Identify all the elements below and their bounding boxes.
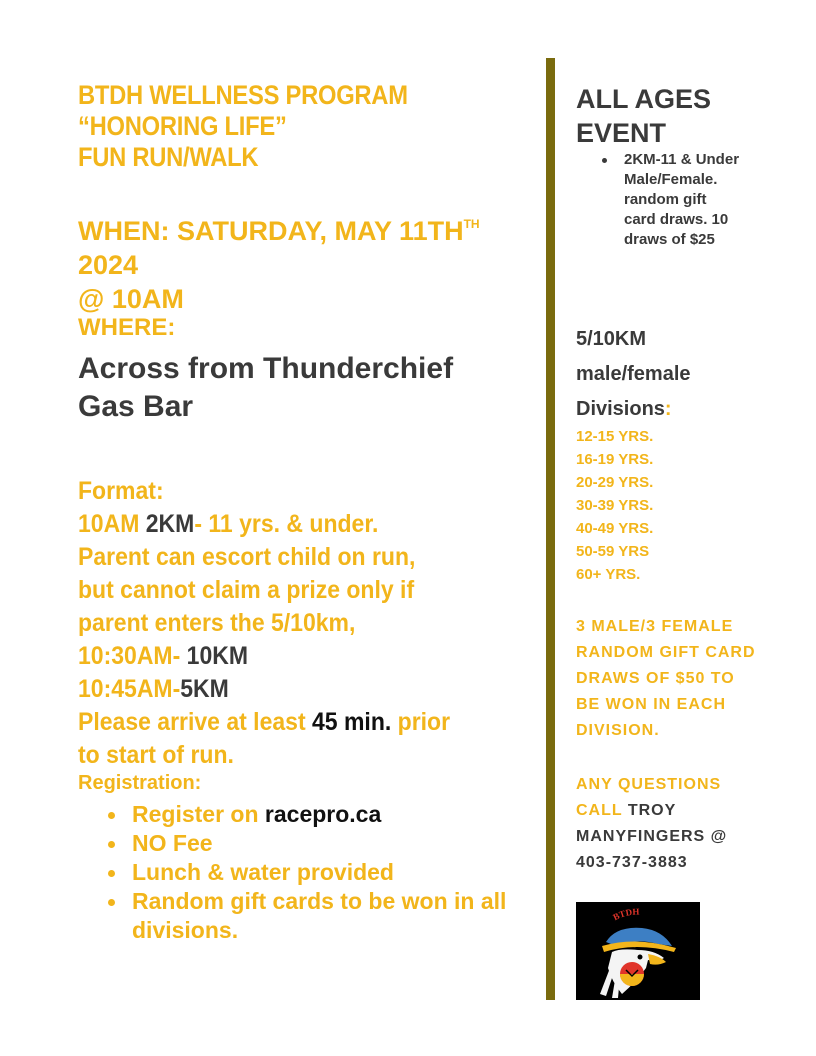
gift-card-draws: 3 MALE/3 FEMALE RANDOM GIFT CARD DRAWS OF $50 TO BE WON IN EACH DIVISION. [576,618,756,739]
bullet-icon [108,812,115,819]
format-note-3: parent enters the 5/10km, [78,609,356,637]
list-item: 16-19 YRS. [576,451,654,468]
fee-text: NO Fee [132,830,213,856]
all-ages-heading [576,82,776,150]
where-location [78,350,518,426]
where-label: WHERE: [78,314,176,341]
where-line-1: Across from Thunderchief [78,352,454,385]
divisions-colon: : [664,398,672,420]
bullet-icon [108,870,115,877]
divisions-distance: 5/10KM [576,328,647,350]
racepro-link[interactable]: racepro.ca [264,801,382,827]
when-block [78,207,538,316]
list-item: 12-15 YRS. [576,428,654,445]
format-2km [78,508,501,541]
eagle-logo-icon [576,902,700,1000]
divisions-gender: male/female [576,363,691,385]
contact-name-phone: TROY MANYFINGERS @ 403-737-3883 [576,802,728,871]
column-divider [546,58,555,1000]
age-divisions-list [576,425,776,586]
arrival-minutes: 45 min. [312,708,392,736]
registration-list [104,800,524,945]
format-10km-distance: 10KM [186,642,248,670]
event-title-block [78,80,518,173]
where-line-2: Gas Bar [78,390,194,423]
format-5km-distance: 5KM [180,675,229,703]
questions-text: ANY QUESTIONS CALL [576,776,722,819]
all-ages-line-1: ALL AGES [576,84,712,114]
list-item: 20-29 YRS. [576,474,654,491]
arrival-note [78,706,501,739]
contact-info [576,772,756,876]
registration-label: Registration: [78,772,202,794]
all-ages-detail: 2KM-11 & Under Male/Female. random gift card draws. 10 draws of $25 [624,151,740,248]
format-2km-age: - 11 yrs. & under. [194,510,379,538]
list-item [104,858,524,887]
format-5km-time: 10:45AM- [78,675,181,703]
format-5km [78,673,501,706]
date-superscript: TH [463,217,480,231]
title-line-1: BTDH WELLNESS PROGRAM [78,80,408,110]
register-text: Register on [132,801,265,827]
list-item: 30-39 YRS. [576,497,654,514]
divisions-label-text: Divisions [576,398,665,420]
format-block [78,475,538,772]
format-note-2: but cannot claim a prize only if [78,576,415,604]
bullet-icon [108,899,115,906]
title-line-2: “HONORING LIFE” [78,111,287,141]
list-item: 60+ YRS. [576,566,641,583]
format-10km [78,640,501,673]
format-note-1: Parent can escort child on run, [78,543,416,571]
list-item [602,150,742,250]
all-ages-line-2: EVENT [576,118,667,148]
list-item: 50-59 YRS [576,543,650,560]
arrival-prior: prior [391,708,451,736]
format-2km-distance: 2KM [145,510,195,538]
list-item [104,887,524,945]
when-year: 2024 [78,250,139,280]
list-item: 40-49 YRS. [576,520,654,537]
all-ages-list [602,150,742,250]
when-time: @ 10AM [78,284,184,314]
gift-cards-text: Random gift cards to be won in all divisions. [132,888,507,943]
arrival-note-2: to start of run. [78,741,234,769]
logo-text: BTDH [611,906,640,923]
divisions-label [576,392,776,427]
bullet-icon [602,158,607,163]
list-item [104,800,524,829]
format-label: Format: [78,477,164,505]
lunch-text: Lunch & water provided [132,859,394,885]
list-item [104,829,524,858]
title-line-3: FUN RUN/WALK [78,142,259,172]
format-10km-time: 10:30AM- [78,642,187,670]
when-date: WHEN: SATURDAY, MAY $11TH^{TH}$ 2024 [78,216,480,280]
arrival-text: Please arrive at least [78,708,313,736]
bullet-icon [108,841,115,848]
divisions-heading [576,322,776,427]
format-2km-time: 10AM [78,510,146,538]
